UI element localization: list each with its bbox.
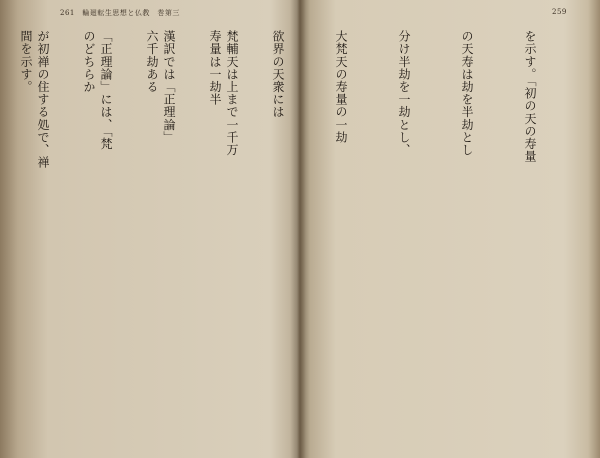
text-column: 大梵天の寿量の一劫 [334, 30, 348, 144]
text-column: 間を示す。 [19, 30, 33, 93]
left-page-header: 261 輪廻転生思想と仏教 巻第三 [60, 9, 180, 17]
text-column: 分け半劫を一劫とし、 [397, 30, 411, 156]
text-column: を示す。「初の天の寿量 [523, 30, 537, 163]
text-column: 漢訳では「正理論」 [162, 30, 176, 144]
text-column: が初禅の住する処で、禅 [36, 30, 50, 169]
text-column: 「正理論」には、「梵 [99, 30, 113, 150]
text-column: 梵輔天は上まで一千万 [225, 30, 239, 156]
text-column: 寿量は一劫半 [208, 30, 222, 106]
right-page-number: 259 [552, 8, 567, 16]
text-column: の天寿は劫を半劫とし [460, 30, 474, 156]
text-column: 欲界の天衆には [271, 30, 285, 119]
text-column: 六千劫ある [145, 30, 159, 93]
text-column: のどちらか [82, 30, 96, 93]
